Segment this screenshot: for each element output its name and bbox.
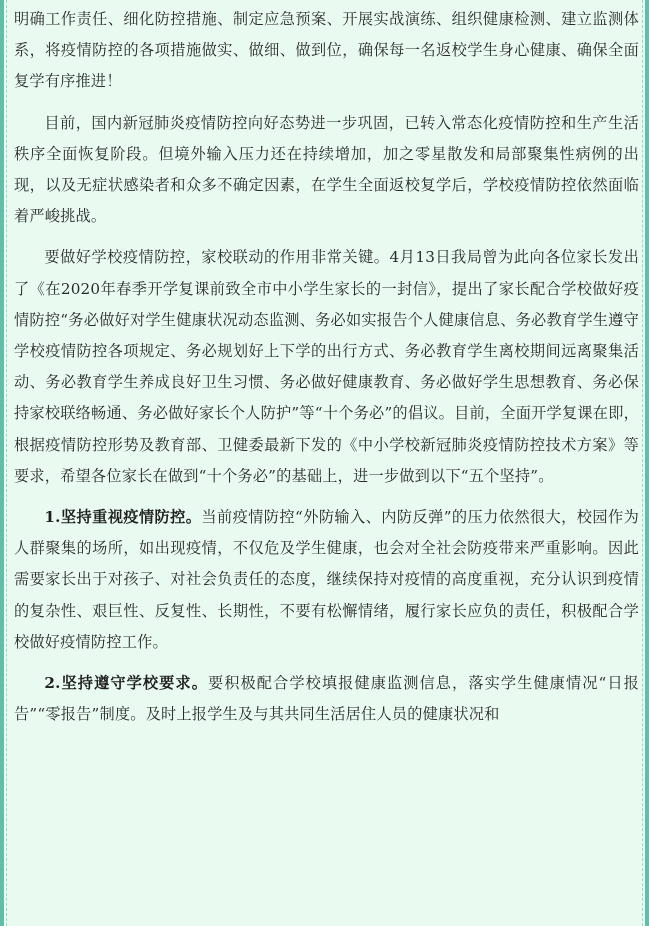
- paragraph-5-text: 要积极配合学校填报健康监测信息，落实学生健康情况“日报告”“零报告”制度。及时上报学生及与其共同生活居住人员的健康状况和: [14, 674, 639, 724]
- paragraph-4: [14, 502, 639, 658]
- article-body: [14, 4, 639, 740]
- paragraph-4-heading: 1.坚持重视疫情防控。: [44, 508, 202, 527]
- paragraph-1-text: 明确工作责任、细化防控措施、制定应急预案、开展实战演练、组织健康检测、建立监测体系，将疫情防控的各项措施做实、做细、做到位，确保每一名返校学生身心健康、确保全面复学有序推进！: [14, 10, 639, 91]
- paragraph-1: [14, 4, 639, 98]
- paragraph-2-text: 目前，国内新冠肺炎疫情防控向好态势进一步巩固，已转入常态化疫情防控和生产生活秩序全面恢复阶段。但境外输入压力还在持续增加，加之零星散发和局部聚集性病例的出现，以及无症状感染者和众多不确定因素，在学生全面返校复学后，学校疫情防控依然面临着严峻挑战。: [14, 113, 639, 226]
- paragraph-3: [14, 242, 639, 492]
- paragraph-4-text: 当前疫情防控“外防输入、内防反弹”的压力依然很大，校园作为人群聚集的场所，如出现疫情，不仅危及学生健康，也会对全社会防疫带来严重影响。因此需要家长出于对孩子、对社会负责任的态度，继续保持对疫情的高度重视，充分认识到疫情的复杂性、艰巨性、反复性、长期性，不要有松懈情绪，履行家长应负的责任，积极配合学校做好疫情防控工作。: [14, 508, 639, 651]
- paragraph-2: [14, 108, 639, 233]
- paragraph-5-heading: 2.坚持遵守学校要求。: [44, 674, 208, 693]
- paragraph-5: [14, 668, 639, 730]
- paragraph-3-text: 要做好学校疫情防控，家校联动的作用非常关键。4月13日我局曾为此向各位家长发出了《在2020年春季开学复课前致全市中小学生家长的一封信》，提出了家长配合学校做好疫情防控“务必做好对学生健康状况动态监测、务必如实报告个人健康信息、务必教育学生遵守学校疫情防控各项规定、务必规划好上下学的出行方式、务必教育学生离校期间远离聚集活动、务必教育学生养成良好卫生习惯、务必做好健康教育、务必做好学生思想教育、务必保持家校联络畅通、务必做好家长个人防护”等“十个务必”的倡议。目前，全面开学复课在即，根据疫情防控形势及教育部、卫健委最新下发的《中小学校新冠肺炎疫情防控技术方案》等要求，希望各位家长在做到“十个务必”的基础上，进一步做到以下“五个坚持”。: [14, 248, 639, 485]
